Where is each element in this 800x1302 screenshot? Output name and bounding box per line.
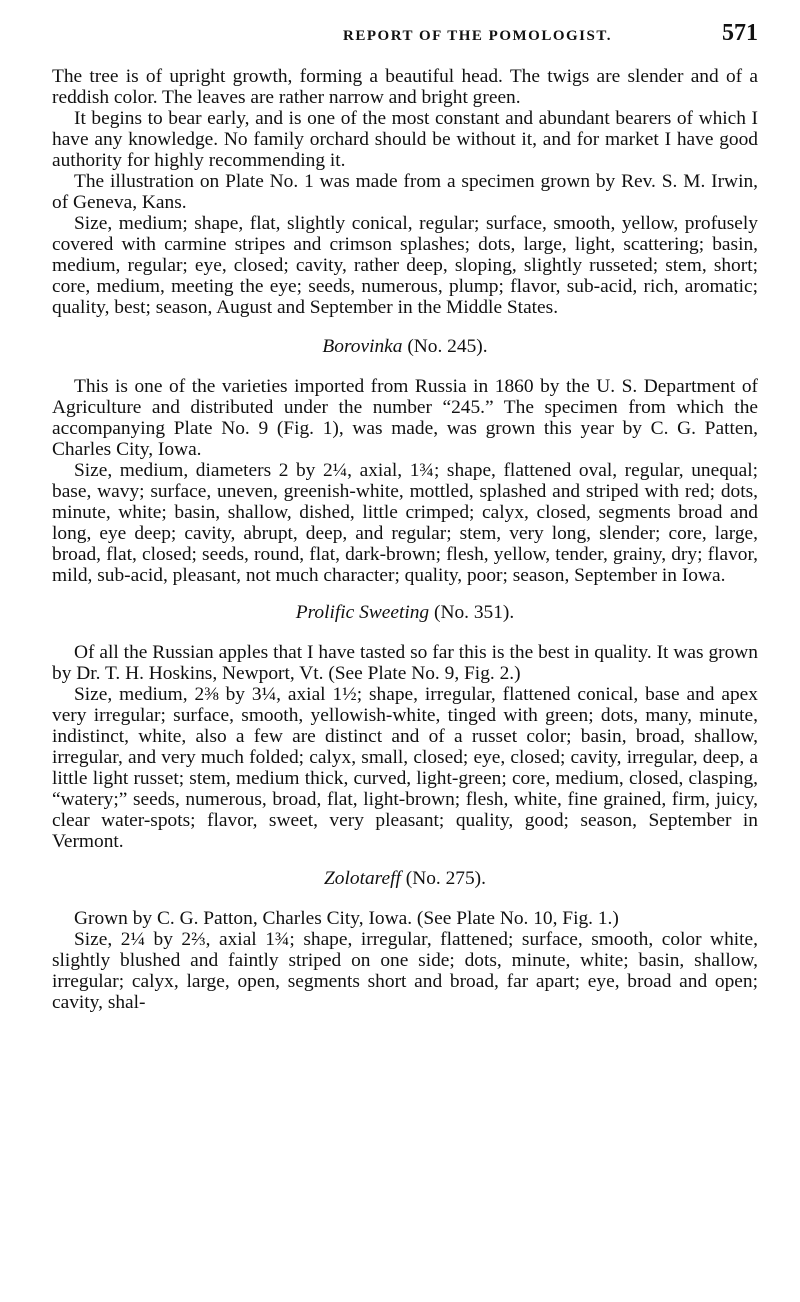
zolotareff-paragraph-1: Grown by C. G. Patton, Charles City, Iowa. (See Plate No. 10, Fig. 1.) — [74, 908, 619, 929]
section-heading-zolotareff — [52, 868, 758, 889]
page-number: 571 — [722, 20, 758, 46]
zolotareff-paragraph-2: Size, 2¼ by 2⅔, axial 1¾; shape, irregular, flattened; surface, smooth, color white, slightly blushed and faintly striped on one side; dots, minute, white; basin, shallow, irregular; calyx, large, open, segments short and broad, far apart; eye, broad and open; cavity, shal- — [52, 929, 758, 1013]
section-heading-borovinka — [52, 336, 758, 357]
prolific-paragraph-1: Of all the Russian apples that I have tasted so far this is the best in quality. It was grown by Dr. T. H. Hoskins, Newport, Vt. (See Plate No. 9, Fig. 2.) — [52, 642, 758, 684]
variety-name: Prolific Sweeting — [295, 602, 430, 623]
borovinka-paragraph-2: Size, medium, diameters 2 by 2¼, axial, 1¾; shape, flattened oval, regular, unequal; base, wavy; surface, uneven, greenish-white, mottled, splashed and striped with red; dots, minute, white; basin, shallow, dished, little crimped; calyx, closed, segments broad and long, eye deep; cavity, abrupt, deep, and regular; stem, very long, slender; core, large, broad, flat, closed; seeds, round, flat, dark-brown; flesh, yellow, tender, grainy, dry; flavor, mild, sub-acid, pleasant, not much character; quality, poor; season, September in Iowa. — [52, 460, 758, 586]
variety-number: (No. 245). — [407, 336, 488, 357]
variety-number: (No. 275). — [405, 868, 486, 889]
section-heading-prolific-sweeting — [52, 602, 758, 623]
variety-name: Borovinka — [322, 336, 403, 357]
intro-paragraph-1: The tree is of upright growth, forming a beautiful head. The twigs are slender and of a reddish color. The leaves are rather narrow and bright green. — [52, 66, 758, 108]
borovinka-paragraph-1: This is one of the varieties imported from Russia in 1860 by the U. S. Department of Agriculture and distributed under the number “245.” The specimen from which the accompanying Plate No. 9 (Fig. 1), was made, was grown this year by C. G. Patten, Charles City, Iowa. — [52, 376, 758, 460]
running-title: REPORT OF THE POMOLOGIST. — [343, 28, 612, 44]
variety-name: Zolotareff — [324, 868, 401, 889]
intro-paragraph-4: Size, medium; shape, flat, slightly conical, regular; surface, smooth, yellow, profusely covered with carmine stripes and crimson splashes; dots, large, light, scattering; basin, medium, regular; eye, closed; cavity, rather deep, sloping, slightly russeted; stem, short; core, medium, meeting the eye; seeds, numerous, plump; flavor, sub-acid, rich, aromatic; quality, best; season, August and September in the Middle States. — [52, 213, 758, 318]
intro-paragraph-3: The illustration on Plate No. 1 was made from a specimen grown by Rev. S. M. Irwin, of Geneva, Kans. — [52, 171, 758, 213]
variety-number: (No. 351). — [434, 602, 515, 623]
intro-paragraph-2: It begins to bear early, and is one of the most constant and abundant bearers of which I have any knowledge. No family orchard should be without it, and for market I have good authority for highly recommending it. — [52, 108, 758, 171]
page-header — [52, 20, 758, 54]
page-body — [52, 66, 758, 1013]
prolific-paragraph-2: Size, medium, 2⅜ by 3¼, axial 1½; shape, irregular, flattened conical, base and apex very irregular; surface, smooth, yellowish-white, tinged with green; dots, many, minute, indistinct, white, also a few are distinct and of a russet color; basin, broad, shallow, irregular, and very much folded; calyx, small, closed; eye, closed; cavity, irregular, deep, a little light russet; stem, medium thick, curved, light-green; core, medium, closed, clasping, “watery;” seeds, numerous, broad, flat, light-brown; flesh, white, fine grained, firm, juicy, clear water-spots; flavor, sweet, very pleasant; quality, good; season, September in Vermont. — [52, 684, 758, 852]
